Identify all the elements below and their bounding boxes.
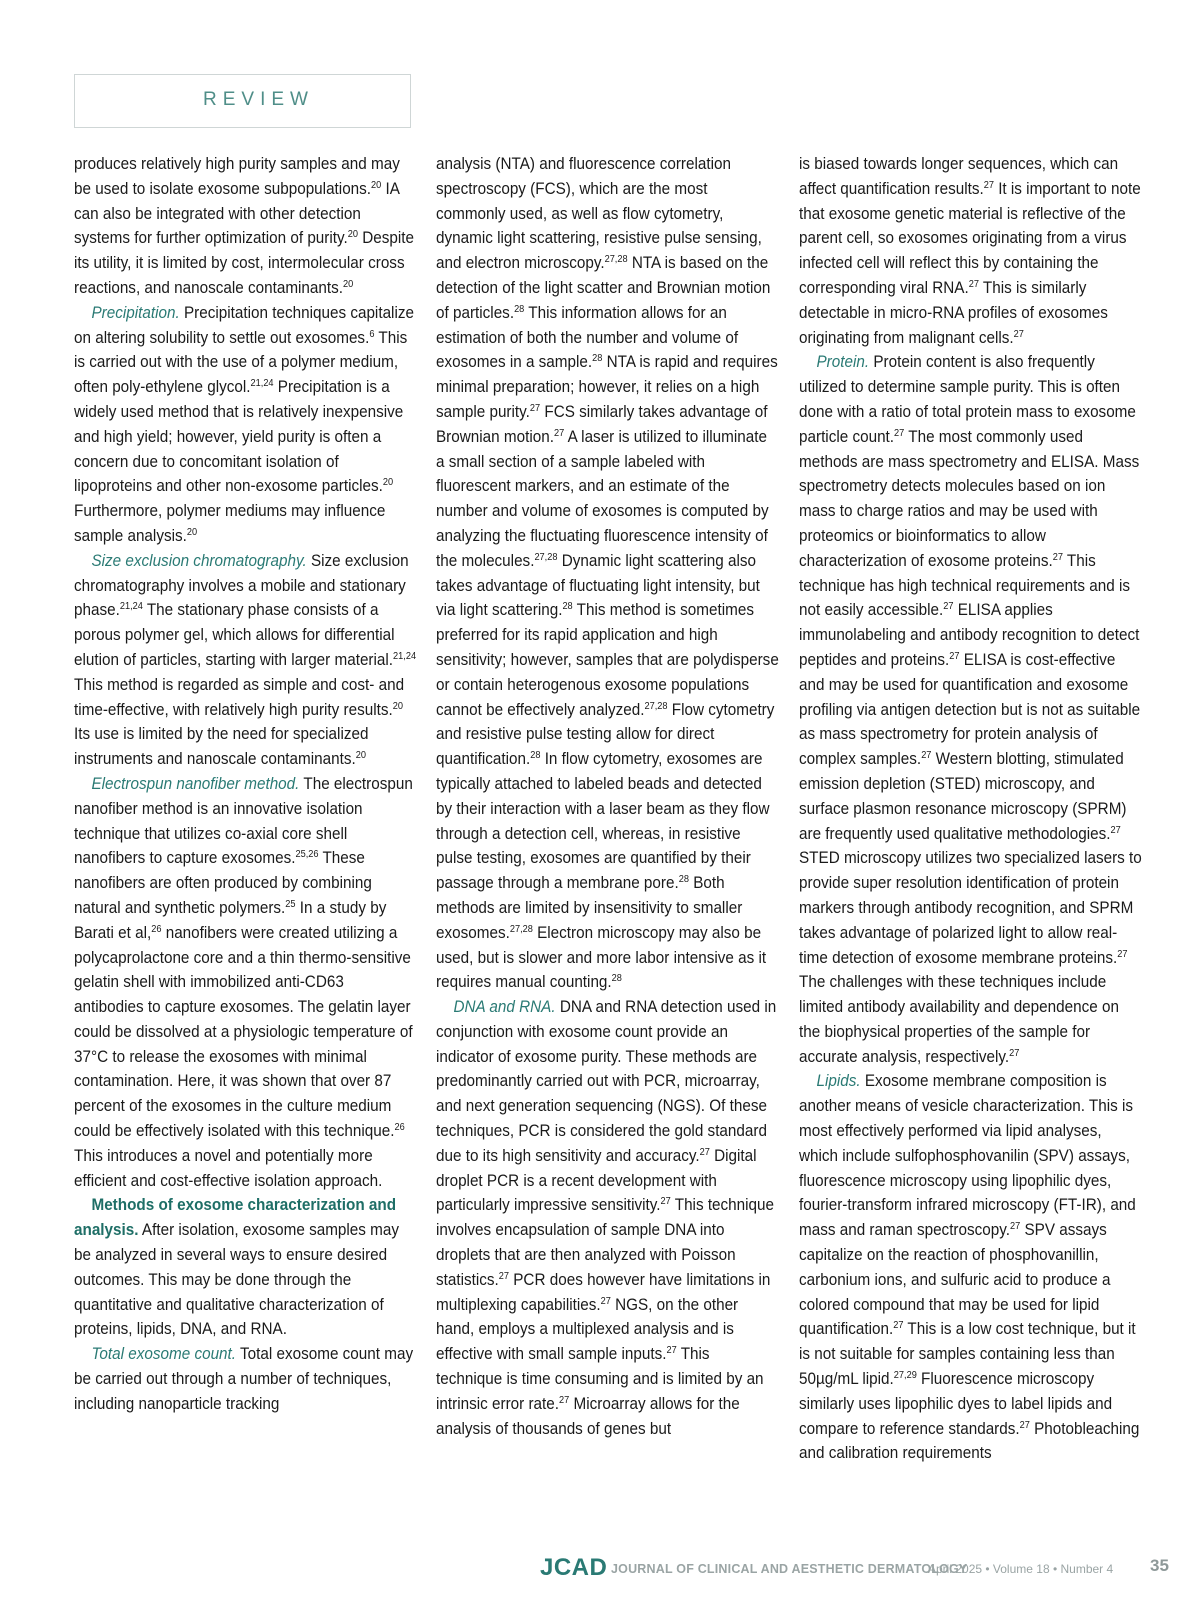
- page-footer: [540, 1554, 1180, 1584]
- citation-ref: 20: [392, 700, 403, 712]
- body-text: ELISA applies immunolabeling and antibody recognition to detect peptides and proteins.: [799, 600, 1140, 669]
- body-text: Precipitation is a widely used method that is relatively inexpensive and high yield; however, yield purity is often a concern due to concomitant isolation of lipoproteins and other non-exosome particles.: [74, 377, 404, 496]
- citation-ref: 20: [347, 229, 358, 241]
- body-text: In a study by Barati et al,: [74, 897, 387, 942]
- citation-ref: 27,29: [893, 1370, 917, 1382]
- body-text: Exosome membrane composition is another means of vesicle characterization. This is most effectively performed via lipid analyses, which include sulfophosphovanilin (SPV) assays, fluorescence microscopy using lipophilic dyes, fourier-transform infrared microscopy (FT-IR), and mass and raman spectroscopy.: [799, 1071, 1136, 1240]
- body-text: SPV assays capitalize on the reaction of phosphovanillin, carbonium ions, and sulfuric acid to produce a colored compound that may be used for lipid quantification.: [799, 1220, 1111, 1339]
- citation-ref: 28: [678, 874, 689, 886]
- text-column-2: [436, 152, 779, 1441]
- subsection-heading: Protein.: [816, 352, 870, 372]
- journal-name: JOURNAL OF CLINICAL AND AESTHETIC DERMATOLOGY: [611, 1562, 968, 1576]
- citation-ref: 27: [921, 750, 932, 762]
- citation-ref: 27: [553, 427, 565, 439]
- citation-ref: 27: [559, 1394, 570, 1406]
- subsection-heading: Size exclusion chromatography.: [91, 550, 307, 570]
- citation-ref: 27: [498, 1270, 510, 1282]
- citation-ref: 27: [699, 1146, 710, 1158]
- body-text: nanofibers were created utilizing a polycaprolactone core and a thin thermo-sensitive gelatin shell with immobilized anti-CD63 antibodies to capture exosomes. The gelatin layer could be dissolved at a physiologic temperature of 37°C to release the exosomes with minimal contamination. Here, it was shown that over 87 percent of the exosomes in the culture medium could be effectively isolated with this technique.: [74, 922, 413, 1141]
- paragraph: [799, 350, 1142, 1069]
- body-text: Furthermore, polymer mediums may influence sample analysis.: [74, 501, 386, 545]
- body-text: After isolation, exosome samples may be analyzed in several ways to ensure desired outcomes. This may be done through the quantitative and qualitative characterization of proteins, lipids, DNA, and RNA.: [74, 1220, 400, 1339]
- body-text: produces relatively high purity samples and may be used to isolate exosome subpopulations.: [74, 154, 400, 198]
- citation-ref: 28: [514, 303, 525, 315]
- paragraph: [74, 301, 417, 549]
- paragraph: [74, 1342, 417, 1416]
- citation-ref: 28: [611, 973, 622, 985]
- subsection-heading: Total exosome count.: [91, 1344, 237, 1364]
- citation-ref: 25: [285, 898, 296, 910]
- body-text: The most commonly used methods are mass spectrometry and ELISA. Mass spectrometry detects molecules based on ion mass to charge ratios and may be used with proteomics or bioinformatics to allow characterization of exosome proteins.: [799, 426, 1140, 570]
- paragraph: [436, 152, 779, 995]
- body-text: Size exclusion chromatography involves a mobile and stationary phase.: [74, 550, 409, 620]
- text-column-3: [799, 152, 1142, 1466]
- body-text: NTA is rapid and requires minimal preparation; however, it relies on a high sample purity.: [436, 352, 778, 421]
- citation-ref: 27: [529, 402, 541, 414]
- body-text: Its use is limited by the need for specialized instruments and nanoscale contaminants.: [74, 724, 369, 769]
- body-text: Western blotting, stimulated emission depletion (STED) microscopy, and surface plasmon resonance microscopy (SPRM) are frequently used qualitative methodologies.: [799, 749, 1127, 843]
- body-text: This introduces a novel and potentially more efficient and cost-effective isolation approach.: [74, 1145, 383, 1190]
- journal-logo: JCAD: [540, 1554, 608, 1581]
- citation-ref: 27: [893, 1320, 904, 1332]
- body-text: This is carried out with the use of a polymer medium, often poly-ethylene glycol.: [74, 327, 408, 397]
- paragraph: [74, 772, 417, 1194]
- body-text: Both methods are limited by insensitivity to smaller exosomes.: [436, 873, 743, 942]
- body-text: A laser is utilized to illuminate a small section of a sample labeled with fluorescent markers, and an estimate of the number and volume of exosomes is computed by analyzing the fluctuating fluorescence intensity of the molecules.: [436, 426, 769, 570]
- body-text: This technique has high technical requirements and is not easily accessible.: [799, 550, 1130, 620]
- citation-ref: 20: [355, 750, 366, 762]
- citation-ref: 21,24: [119, 601, 143, 613]
- body-text: Electron microscopy may also be used, but is slower and more labor intensive as it requires manual counting.: [436, 922, 767, 992]
- body-text: FCS similarly takes advantage of Brownian motion.: [436, 401, 768, 446]
- body-text: PCR does however have limitations in multiplexing capabilities.: [436, 1269, 771, 1314]
- paragraph: [436, 995, 779, 1441]
- body-text: Despite its utility, it is limited by cost, intermolecular cross reactions, and nanoscale contaminants.: [74, 228, 414, 297]
- body-text: STED microscopy utilizes two specialized lasers to provide super resolution identification of protein markers through antibody recognition, and SPRM takes advantage of polarized light to allow real-time detection of exosome membrane proteins.: [799, 848, 1142, 967]
- citation-ref: 27,28: [604, 254, 628, 266]
- body-text: The electrospun nanofiber method is an innovative isolation technique that utilizes co-axial core shell nanofibers to capture exosomes.: [74, 773, 413, 868]
- citation-ref: 6: [369, 328, 375, 340]
- body-text: is biased towards longer sequences, which can affect quantification results.: [799, 154, 1119, 198]
- body-text: Total exosome count may be carried out through a number of techniques, including nanoparticle tracking: [74, 1344, 414, 1413]
- section-heading: Methods of exosome characterization and analysis.: [74, 1195, 397, 1240]
- citation-ref: 27: [660, 1196, 671, 1208]
- paragraph: [799, 1069, 1142, 1466]
- body-text: Microarray allows for the analysis of thousands of genes but: [436, 1393, 740, 1438]
- citation-ref: 21,24: [393, 650, 417, 662]
- body-text: DNA and RNA detection used in conjunction with exosome count provide an indicator of exosome purity. These methods are predominantly carried out with PCR, microarray, and next generation sequencing (NGS). Of these techniques, PCR is considered the gold standard due to its high sensitivity and accuracy.: [436, 997, 777, 1165]
- body-text: IA can also be integrated with other detection systems for further optimization of purity.: [74, 178, 400, 248]
- body-text: These nanofibers are often produced by combining natural and synthetic polymers.: [74, 848, 372, 917]
- paragraph: [74, 152, 417, 301]
- citation-ref: 27: [1009, 1047, 1020, 1059]
- body-text: This is similarly detectable in micro-RNA profiles of exosomes originating from malignant cells.: [799, 277, 1108, 347]
- citation-ref: 28: [562, 601, 573, 613]
- citation-ref: 25,26: [295, 849, 319, 861]
- citation-ref: 20: [343, 278, 354, 290]
- citation-ref: 27: [1052, 551, 1063, 563]
- text-column-1: [74, 152, 417, 1417]
- citation-ref: 27: [1117, 948, 1128, 960]
- citation-ref: 27,28: [509, 923, 533, 935]
- citation-ref: 20: [382, 477, 394, 489]
- body-text: ELISA is cost-effective and may be used for quantification and exosome profiling via antigen detection but is not as suitable as mass spectrometry for protein analysis of complex samples.: [799, 649, 1141, 769]
- body-text: This method is regarded as simple and cost- and time-effective, with relatively high purity results.: [74, 674, 405, 719]
- citation-ref: 21,24: [250, 378, 274, 390]
- citation-ref: 27: [943, 601, 954, 613]
- citation-ref: 27: [666, 1345, 677, 1357]
- body-text: In flow cytometry, exosomes are typically attached to labeled beads and detected by their interaction with a laser beam as they flow through a detection cell, whereas, in resistive pulse testing, exosomes are quantified by their passage through a membrane pore.: [436, 749, 770, 893]
- citation-ref: 26: [394, 1122, 405, 1134]
- body-text: NGS, on the other hand, employs a multiplexed analysis and is effective with small sample inputs.: [436, 1294, 739, 1364]
- citation-ref: 27: [1013, 328, 1024, 340]
- paragraph: [799, 152, 1142, 350]
- body-text: This method is sometimes preferred for its rapid application and high sensitivity; however, samples that are polydisperse or contain heterogenous exosome populations cannot be effectively analyzed.: [436, 600, 779, 719]
- citation-ref: 27: [1110, 824, 1121, 836]
- page-number: 35: [1150, 1556, 1169, 1575]
- citation-ref: 20: [186, 526, 198, 538]
- body-text: Digital droplet PCR is a recent development with particularly impressive sensitivity.: [436, 1145, 757, 1215]
- citation-ref: 27: [949, 650, 960, 662]
- citation-ref: 27,28: [644, 700, 668, 712]
- body-text: This information allows for an estimation of both the number and volume of exosomes in a sample.: [436, 302, 739, 372]
- citation-ref: 27: [1009, 1221, 1021, 1233]
- body-text: NTA is based on the detection of the light scatter and Brownian motion of particles.: [436, 253, 771, 322]
- issue-info: April 2025 • Volume 18 • Number 4: [928, 1562, 1114, 1576]
- citation-ref: 27: [1019, 1419, 1030, 1431]
- body-text: Fluorescence microscopy similarly uses lipophilic dyes to label lipids and compare to reference standards.: [799, 1369, 1113, 1438]
- citation-ref: 27: [894, 427, 905, 439]
- body-text: This technique involves encapsulation of sample DNA into droplets that are then analyzed with Poisson statistics.: [436, 1195, 775, 1289]
- body-text: It is important to note that exosome genetic material is reflective of the parent cell, so exosomes originating from a virus infected cell will reflect this by containing the corresponding viral RNA.: [799, 178, 1141, 297]
- citation-ref: 27: [600, 1295, 611, 1307]
- body-text: This is a low cost technique, but it is not suitable for samples containing less than 50µg/mL lipid.: [799, 1319, 1136, 1389]
- citation-ref: 20: [371, 179, 382, 191]
- citation-ref: 27,28: [534, 551, 558, 563]
- body-text: analysis (NTA) and fluorescence correlation spectroscopy (FCS), which are the most commonly used, as well as flow cytometry, dynamic light scattering, resistive pulse sensing, and electron microscopy.: [436, 154, 762, 273]
- paragraph: [74, 1193, 417, 1342]
- citation-ref: 27: [968, 278, 979, 290]
- paragraph: [74, 549, 417, 772]
- citation-ref: 28: [592, 353, 603, 365]
- body-text: The stationary phase consists of a porous polymer gel, which allows for differential elution of particles, starting with larger material.: [74, 600, 395, 669]
- subsection-heading: Electrospun nanofiber method.: [91, 773, 300, 793]
- section-label: REVIEW: [203, 89, 314, 110]
- body-text: Precipitation techniques capitalize on altering solubility to settle out exosomes.: [74, 302, 414, 347]
- citation-ref: 28: [530, 750, 541, 762]
- body-text: Protein content is also frequently utilized to determine sample purity. This is often done with a ratio of total protein mass to exosome particle count.: [799, 352, 1136, 446]
- citation-ref: 26: [151, 923, 162, 935]
- body-text: Flow cytometry and resistive pulse testing allow for direct quantification.: [436, 699, 775, 769]
- subsection-heading: DNA and RNA.: [453, 997, 556, 1017]
- subsection-heading: Precipitation.: [91, 302, 180, 322]
- section-label-box: [74, 74, 411, 128]
- body-text: Photobleaching and calibration requirements: [799, 1418, 1140, 1463]
- body-text: Dynamic light scattering also takes advantage of fluctuating light intensity, but via light scattering.: [436, 550, 760, 620]
- citation-ref: 27: [983, 179, 994, 191]
- subsection-heading: Lipids.: [816, 1071, 861, 1091]
- body-text: This technique is time consuming and is limited by an intrinsic error rate.: [436, 1344, 764, 1413]
- body-text: The challenges with these techniques include limited antibody availability and dependence on the biophysical properties of the sample for accurate analysis, respectively.: [799, 972, 1119, 1066]
